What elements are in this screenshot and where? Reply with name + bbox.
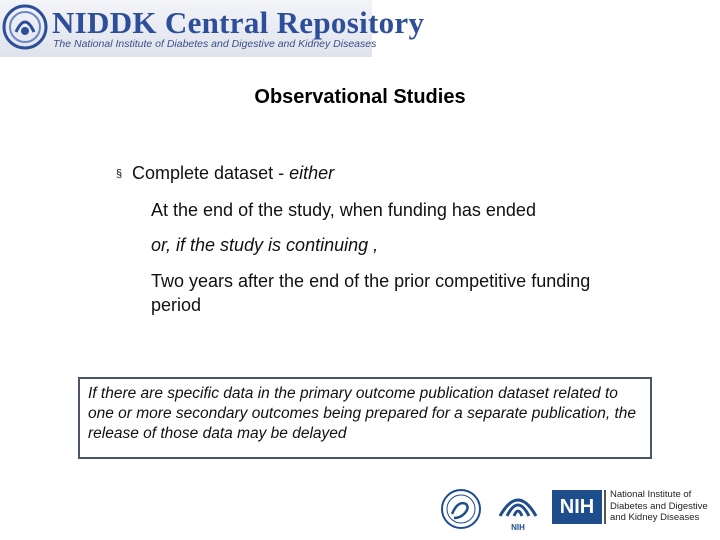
sub-point-end-of-study: At the end of the study, when funding has ended xyxy=(151,200,536,220)
nih-name-line: and Kidney Diseases xyxy=(610,512,700,523)
niddk-seal-icon xyxy=(2,4,48,50)
bullet-complete-dataset xyxy=(116,163,334,184)
nih-institute-name xyxy=(610,489,708,524)
niddk-repository-logo xyxy=(0,0,425,57)
nih-divider xyxy=(604,490,606,524)
sub-point-two-years: Two years after the end of the prior competitive funding period xyxy=(151,271,591,315)
nih-name-line: Diabetes and Digestive xyxy=(610,500,708,512)
hhs-seal-icon xyxy=(440,488,482,530)
delay-note-box: If there are specific data in the primary outcome publication dataset related to one or more secondary outcomes being prepared for a separate publication, the release of those data may be delayed xyxy=(78,377,652,459)
bullet-marker: § xyxy=(116,168,123,180)
bullet-text: Complete dataset - xyxy=(132,163,290,183)
sub-point-continuing: or, if the study is continuing , xyxy=(151,235,379,255)
slide-title: Observational Studies xyxy=(254,86,466,108)
logo-subtitle: The National Institute of Diabetes and Digestive and Kidney Diseases xyxy=(53,38,377,50)
nih-building-logo xyxy=(496,488,540,530)
nih-box-logo: NIH xyxy=(552,490,602,524)
nih-building-icon xyxy=(496,488,540,518)
bullet-emphasis: either xyxy=(289,163,335,183)
logo-title: NIDDK Central Repository xyxy=(52,5,425,40)
nih-mark-label: NIH xyxy=(511,523,525,532)
footer-logos xyxy=(436,486,720,532)
nih-name-line: National Institute of xyxy=(610,489,692,500)
